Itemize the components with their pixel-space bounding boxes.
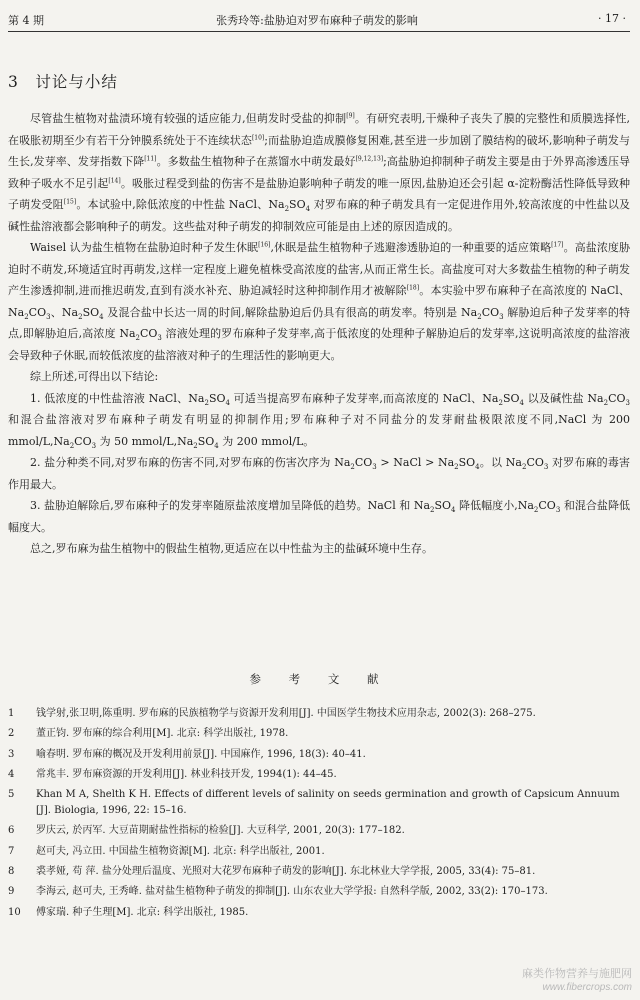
citation[interactable]: [16] [258,241,271,249]
section-heading: 3 讨论与小结 [8,73,118,91]
final-summary: 总之,罗布麻为盐生植物中的假盐生植物,更适应在以中性盐为主的盐碱环境中生存。 [30,542,433,555]
reference-item: 8 裘孝娅, 苟 萍. 盐分处理后温度、光照对大花罗布麻种子萌发的影响[J]. 东北林业大学学报, 2005, 33(4): 75–81. [8,866,536,878]
citation[interactable]: [15] [63,198,77,206]
reference-item: 5 Khan M A, Shelth K H. Effects of different levels of salinity on seeds germination and growth of Capsicum Annuum [J]. Biologia, 1996, 22: 15–16. [8,789,620,817]
reference-item: 3 喻春明. 罗布麻的概况及开发利用前景[J]. 中国麻作, 1996, 18(3): 40–41. [8,748,366,760]
citation[interactable]: [11] [144,155,157,163]
conclusion-3: 3. 盐胁迫解除后,罗布麻种子的发芽率随原盐浓度增加呈降低的趋势。NaCl 和 $Na_2SO_4$ 降低幅度小$,Na_2CO_3$ 和混合盐降低幅度大。 [8,499,631,534]
reference-item: 10 傅家瑞. 种子生理[M]. 北京: 科学出版社, 1985. [8,906,249,918]
header-rule [8,31,630,32]
page-number: · 17 · [598,12,626,25]
reference-item: 7 赵可夫, 冯立田. 中国盐生植物资源[M]. 北京: 科学出版社, 2001. [8,845,325,857]
body-text [8,108,630,560]
citation[interactable]: [10] [251,133,265,141]
running-title: 张秀玲等:盐胁迫对罗布麻种子萌发的影响 [216,14,418,27]
conclusion-2: 2. 盐分种类不同,对罗布麻的伤害不同,对罗布麻的伤害次序为 $Na_2CO_3$ > NaCl > $Na_2SO_4$。以 $Na_2CO_3$ 对罗布麻的毒害作用最大。 [8,456,630,491]
issue-number: 第 4 期 [8,14,44,27]
summary-intro: 综上所述,可得出以下结论: [30,370,159,383]
citation[interactable]: [14] [108,176,121,184]
citation[interactable]: [17] [551,241,564,249]
reference-item: 6 罗庆云, 於丙军. 大豆苗期耐盐性指标的检验[J]. 大豆科学, 2001, 20(3): 177–182. [8,825,405,837]
running-header [8,12,626,30]
reference-item: 2 董正钧. 罗布麻的综合利用[M]. 北京: 科学出版社, 1978. [8,728,289,740]
citation[interactable]: [18] [406,284,420,292]
citation[interactable]: [9] [346,112,355,120]
references-title: 参 考 文 献 [249,672,391,686]
reference-item: 1 钱学射,张卫明,陈重明. 罗布麻的民族植物学与资源开发利用[J]. 中国医学生物技术应用杂志, 2002(3): 268–275. [8,708,536,719]
conclusion-1: 1. 低浓度的中性盐溶液 NaCl、$Na_2SO_4$ 可适当提高罗布麻种子发芽率,而高浓度的 NaCl、$Na_2SO_4$ 以及碱性盐 $Na_2CO_3$ 和混合盐溶液对罗布麻种子萌发有明显的抑制作用;罗布麻种子对不同盐分的发芽耐盐极限浓度不同,NaCl 为 200 mmol/$L,Na_2CO_3$ 为 50 mmol/$L,Na_2SO_4$ 为 200 mmol/L。 [8,391,630,450]
reference-item: 4 常兆丰. 罗布麻资源的开发利用[J]. 林业科技开发, 1994(1): 44–45. [8,768,337,780]
citation[interactable]: [9,12,13] [355,155,384,163]
reference-list [8,706,626,925]
paragraph: Waisel 认为盐生植物在盐胁迫时种子发生休眠[16],休眠是盐生植物种子逃避渗透胁迫的一种重要的适应策略[17]。高盐浓度胁迫时不萌发,环境适宜时再萌发,这样一定程度上避免植株受高浓度的盐害,从而正常生长。高盐度可对大多数盐生植物的种子萌发产生渗透抑制,进而推迟萌发,直到有淡水补充、胁迫减轻时这种抑制作用才被解除[18]。本实验中罗布麻种子在高浓度的 NaCl、$Na_2CO_3$、$Na_2SO_4$ 及混合盐中长达一周的时间,解除盐胁迫后仍具有很高的萌发率。特别是 $Na_2CO_3$ 解胁迫后种子发芽率的特点,即解胁迫后,高浓度 $Na_2CO_3$ 溶液处理的罗布麻种子发芽率,高于低浓度的处理种子解胁迫后的发芽率,这说明高浓度的盐溶液会导致种子休眠,而较低浓度的盐溶液对种子的生理活性的影响更大。 [8,241,631,362]
site-watermark: 麻类作物营养与施肥网 www.fibercrops.com [522,968,632,993]
paragraph: 尽管盐生植物对盐渍环境有较强的适应能力,但萌发时受盐的抑制[9]。有研究表明,干燥种子丧失了膜的完整性和质膜选择性,在吸胀初期至少有若干分钟膜系统处于不连续状态[10];而盐胁迫造成膜修复困难,甚至进一步加剧了膜结构的破坏,影响种子萌发与生长,发芽率、发芽指数下降[11]。多数盐生植物种子在蒸馏水中萌发最好[9,12,13];高盐胁迫抑制种子萌发主要是由于外界高渗透压导致种子吸水不足引起[14]。吸胀过程受到盐的伤害不是盐胁迫影响种子萌发的唯一原因,盐胁迫还会引起 α-淀粉酶活性降低导致种子萌发受阻[15]。本试验中,除低浓度的中性盐 NaCl、$Na_2SO_4$ 对罗布麻的种子萌发具有一定促进作用外,较高浓度的中性盐以及碱性盐溶液都会影响种子的萌发。这些盐对种子萌发的抑制效应可能是由上述的原因造成的。 [8,112,631,233]
reference-item: 9 李海云, 赵可夫, 王秀峰. 盐对盐生植物种子萌发的抑制[J]. 山东农业大学学报: 自然科学版, 2002, 33(2): 170–173. [8,886,548,898]
